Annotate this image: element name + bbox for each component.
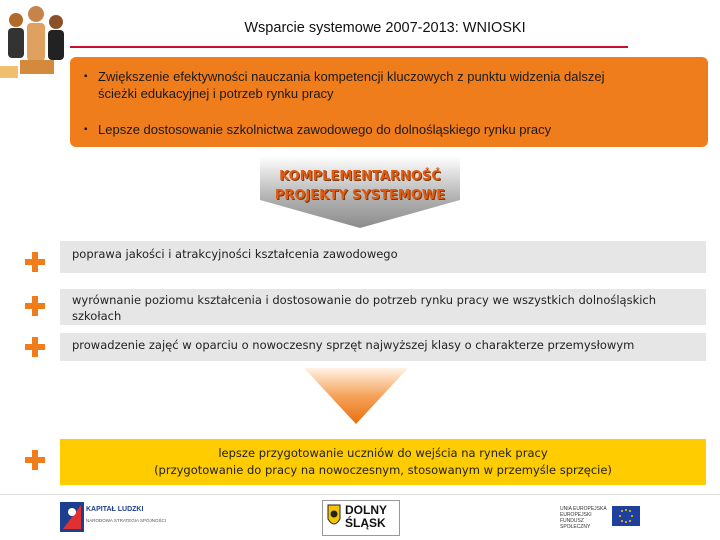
goal-text-line1: Zwiększenie efektywności nauczania kompetencji kluczowych z punktu widzenia dalszej — [98, 69, 605, 84]
eu-line1: UNIA EUROPEJSKA — [560, 506, 607, 512]
plus-icon — [25, 296, 45, 316]
dolny-slask-line2: ŚLĄSK — [345, 516, 386, 530]
bullet-icon: ▪ — [84, 124, 88, 135]
kapital-ludzki-logo — [60, 502, 84, 532]
plus-icon — [25, 337, 45, 357]
eu-line2: EUROPEJSKI — [560, 512, 592, 518]
benefit-bar — [60, 289, 706, 325]
complementarity-line1: KOMPLEMENTARNOŚĆ — [279, 169, 441, 184]
down-arrow-icon — [304, 368, 408, 424]
goal-item — [84, 68, 694, 102]
people-photo-icon — [0, 0, 72, 80]
dolny-slask-line1: DOLNY — [345, 503, 387, 517]
plus-icon — [25, 252, 45, 272]
dolny-slask-crest-icon — [326, 503, 342, 529]
kapital-ludzki-subtitle: NARODOWA STRATEGIA SPÓJNOŚCI — [86, 518, 167, 523]
goal-text-line2: ścieżki edukacyjnej i potrzeb rynku pracy — [98, 86, 334, 101]
goals-box — [70, 57, 708, 147]
benefit-text-line1: wyrównanie poziomu kształcenia i dostosowanie do potrzeb rynku pracy we wszystkich dolnośląskich — [72, 293, 657, 307]
bullet-icon: ▪ — [84, 71, 88, 82]
title-divider — [70, 46, 628, 48]
benefit-text: prowadzenie zajęć w oparciu o nowoczesny sprzęt najwyższej klasy o charakterze przemysłowym — [72, 338, 635, 352]
dolny-slask-text — [345, 504, 387, 530]
eu-line3: FUNDUSZ SPOŁECZNY — [560, 518, 591, 530]
page-title: Wsparcie systemowe 2007-2013: WNIOSKI — [244, 20, 526, 36]
eu-label — [560, 506, 610, 530]
plus-icon — [25, 450, 45, 470]
benefit-bar — [60, 333, 706, 361]
conclusion-line2: (przygotowanie do pracy na nowoczesnym, stosowanym w przemyśle sprzęcie) — [154, 463, 612, 477]
complementarity-label — [260, 167, 460, 205]
benefit-text-line2: szkołach — [72, 309, 122, 323]
eu-flag-icon — [612, 506, 640, 526]
kapital-ludzki-name: KAPITAŁ LUDZKI — [86, 506, 144, 513]
conclusion-box — [60, 439, 706, 485]
complementarity-line2: PROJEKTY SYSTEMOWE — [274, 188, 446, 203]
goal-item — [84, 121, 694, 138]
benefit-bar — [60, 241, 706, 273]
conclusion-line1: lepsze przygotowanie uczniów do wejścia na rynek pracy — [218, 446, 548, 460]
goal-text-line1: Lepsze dostosowanie szkolnictwa zawodowego do dolnośląskiego rynku pracy — [98, 122, 552, 137]
footer-divider — [0, 494, 720, 495]
benefit-text: poprawa jakości i atrakcyjności kształcenia zawodowego — [72, 247, 398, 261]
